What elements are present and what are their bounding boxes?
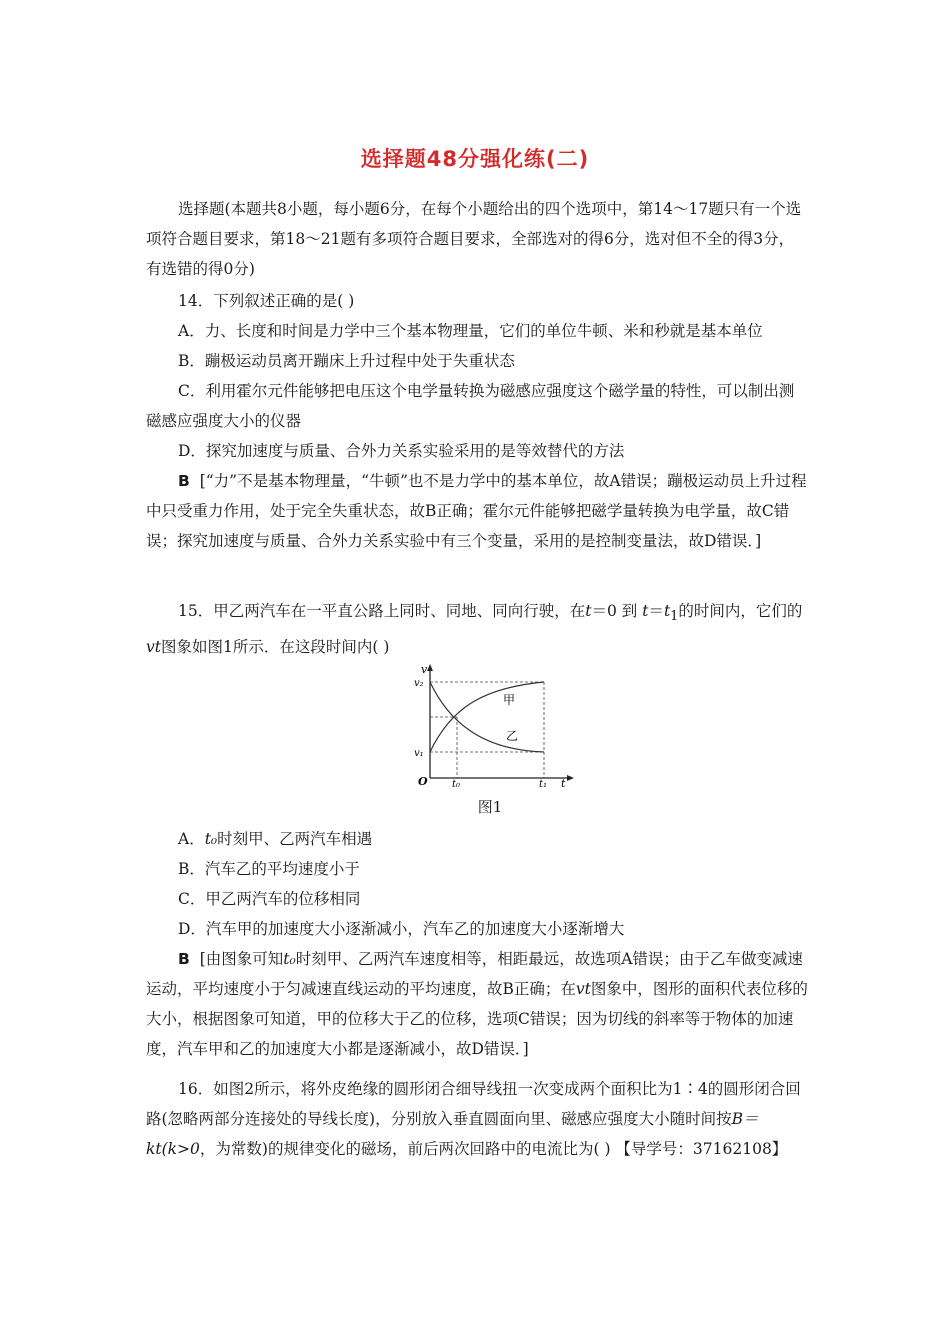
label-t0: t₀ bbox=[452, 779, 461, 790]
q15-answer-t0: t₀ bbox=[283, 950, 296, 968]
q15-option-d: D．汽车甲的加速度大小逐渐减小，汽车乙的加速度大小逐渐增大 bbox=[178, 920, 625, 938]
q15-stem bbox=[146, 596, 808, 662]
q15-stem-part-c: 图象如图1所示．在这段时间内( ) bbox=[161, 638, 390, 657]
q15-answer-letter: B bbox=[178, 950, 190, 968]
q15-stem-part-a: 15．甲乙两汽车在一平直公路上同时、同地、同向行驶，在 bbox=[178, 602, 586, 620]
question-14 bbox=[146, 286, 808, 556]
question-16 bbox=[146, 1074, 808, 1164]
v-axis-arrow bbox=[427, 664, 433, 671]
q14-option-a: A．力、长度和时间是力学中三个基本物理量，它们的单位牛顿、米和秒就是基本单位 bbox=[178, 322, 763, 340]
q15-option-c: C．甲乙两汽车的位移相同 bbox=[178, 890, 361, 908]
vt-graph-figure bbox=[410, 660, 580, 790]
q15-answer-text-a: [由图象可知 bbox=[199, 950, 284, 968]
q15-stem-t: t bbox=[585, 602, 592, 620]
q16-stem-part-b: ，为常数)的规律变化的磁场，前后两次回路中的电流比为( ) 【导学号：37162108】 bbox=[199, 1140, 788, 1158]
q15-stem-t1: t bbox=[663, 602, 671, 620]
q14-stem: 14．下列叙述正确的是( ) bbox=[178, 292, 355, 310]
figure-1-caption: 图1 bbox=[477, 798, 503, 816]
q14-option-d: D．探究加速度与质量、合外力关系实验采用的是等效替代的方法 bbox=[178, 442, 625, 460]
q15-answer bbox=[146, 944, 808, 1064]
q15-option-a-text: 时刻甲、乙两汽车相遇 bbox=[217, 830, 373, 848]
question-15-stem bbox=[146, 596, 808, 662]
q15-stem-part-b: 的时间内，它们的 bbox=[678, 602, 803, 620]
q16-stem bbox=[146, 1074, 808, 1164]
q15-option-a-t0: t₀ bbox=[204, 830, 218, 848]
q15-stem-t-second: t bbox=[642, 602, 649, 620]
label-v2: v₂ bbox=[414, 678, 424, 689]
page-title: 选择题48分强化练(二) bbox=[360, 147, 590, 171]
label-yi: 乙 bbox=[506, 729, 519, 743]
intro-paragraph bbox=[146, 194, 808, 284]
q14-answer bbox=[146, 466, 808, 556]
question-15-options bbox=[146, 824, 808, 1064]
vt-graph-svg bbox=[410, 660, 580, 790]
q15-stem-eq1: ＝ bbox=[648, 602, 664, 620]
q15-stem-vt: vt bbox=[146, 638, 161, 657]
q14-answer-text: [“力”不是基本物理量，“牛顿”也不是力学中的基本单位，故A错误；蹦极运动员上升过程中只受重力作用，处于完全失重状态，故B正确；霍尔元件能够把磁学量转换为电学量，故C错误；探究加速度与质量、合外力关系实验中有三个变量，采用的是控制变量法，故D错误．] bbox=[146, 472, 807, 550]
label-t: t bbox=[561, 777, 566, 790]
label-v: v bbox=[421, 663, 428, 676]
q15-answer-text-c: 图象中，图形的面积代表位移的大小，根据图象可知道，甲的位移大于乙的位移，选项C错误；因为切线的斜率等于物体的加速度，汽车甲和乙的加速度大小都是逐渐减小，故D错误．] bbox=[146, 980, 808, 1058]
t-axis-arrow bbox=[567, 775, 574, 781]
q15-stem-eq0: ＝0 到 bbox=[591, 602, 643, 620]
label-t1: t₁ bbox=[539, 779, 548, 790]
q14-option-b: B．蹦极运动员离开蹦床上升过程中处于失重状态 bbox=[178, 352, 515, 370]
q14-answer-letter: B bbox=[178, 472, 190, 490]
label-jia: 甲 bbox=[503, 693, 516, 707]
q15-option-b: B．汽车乙的平均速度小于 bbox=[178, 860, 360, 878]
q16-stem-formula: B＝kt(k>0 bbox=[146, 1110, 759, 1158]
q14-option-c: C．利用霍尔元件能够把电压这个电学量转换为磁感应强度这个磁学量的特性，可以制出测磁感应强度大小的仪器 bbox=[146, 382, 795, 430]
q15-stem-sub1: 1 bbox=[670, 609, 679, 625]
q15-option-a bbox=[146, 824, 808, 854]
q15-answer-vt: vt bbox=[575, 980, 591, 998]
q15-answer-text-b: 时刻甲、乙两汽车速度相等，相距最远，故选项A错误；由于乙车做变减速运动，平均速度小于匀减速直线运动的平均速度，故B正确；在 bbox=[146, 950, 803, 998]
q16-stem-part-a: 16．如图2所示，将外皮绝缘的圆形闭合细导线扭一次变成两个面积比为1∶4的圆形闭合回路(忽略两部分连接处的导线长度)，分别放入垂直圆面向里、磁感应强度大小随时间按 bbox=[146, 1080, 801, 1128]
intro-text: 选择题(本题共8小题，每小题6分，在每个小题给出的四个选项中，第14～17题只有一个选项符合题目要求，第18～21题有多项符合题目要求，全部选对的得6分，选对但不全的得3分，有选错的得0分) bbox=[146, 200, 802, 278]
label-v1: v₁ bbox=[414, 748, 424, 759]
q15-option-a-prefix: A． bbox=[178, 830, 205, 848]
label-origin: O bbox=[418, 775, 428, 788]
